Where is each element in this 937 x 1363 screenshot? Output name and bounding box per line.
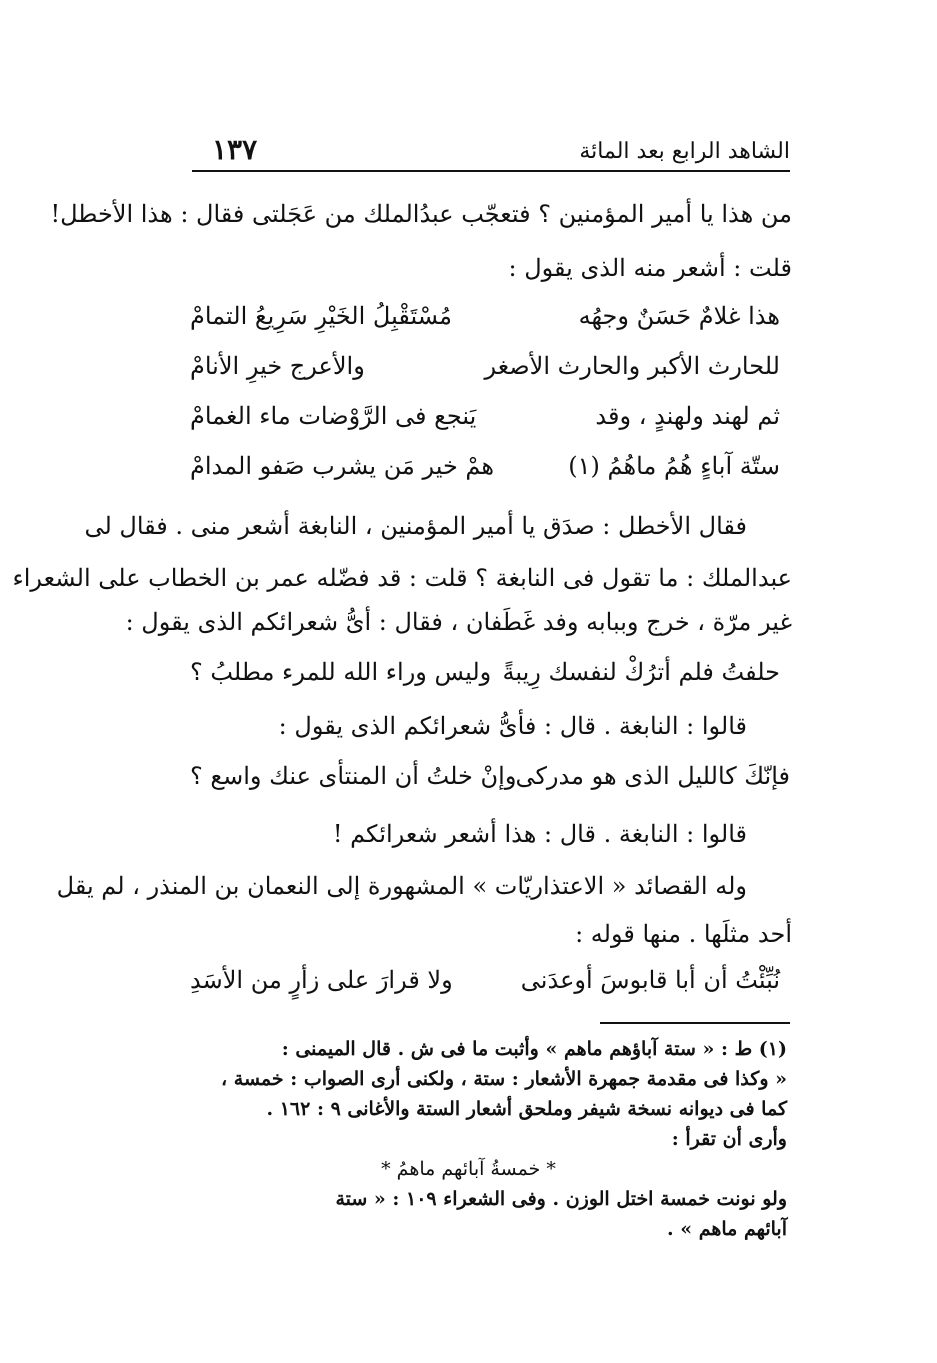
page-number: ١٣٧ xyxy=(212,133,258,166)
verse-hemistich: فإنّكَ كالليل الذى هو مدركى xyxy=(515,762,790,790)
verse-line xyxy=(190,966,780,1002)
verse-hemistich: ثم لهند ولهندٍ ، وقد xyxy=(595,402,780,430)
paragraph-line: فقال الأخطل : صدَق يا أمير المؤمنين ، النابغة أشعر منى . فقال لى xyxy=(84,512,747,540)
paragraph-line: غير مرّة ، خرج وببابه وفد غَطَفان ، فقال : أىُّ شعرائكم الذى يقول : xyxy=(125,608,792,636)
verse-line xyxy=(190,352,780,388)
footnote-line: وأرى أن تقرأ : xyxy=(671,1128,787,1150)
verse-hemistich: للحارث الأكبر والحارث الأصغر xyxy=(484,352,780,380)
verse-hemistich: وليس وراء الله للمرء مطلبُ ؟ xyxy=(190,658,492,686)
footnote-line: كما فى ديوانه نسخة شيفر وملحق أشعار الستة والأغانى ٩ : ١٦٢ . xyxy=(266,1098,787,1120)
verse-hemistich: مُسْتَقْبِلُ الخَيْرِ سَرِيعُ التمامْ xyxy=(190,302,452,330)
paragraph-line: قالوا : النابغة . قال : فأىُّ شعرائكم الذى يقول : xyxy=(278,712,747,740)
footnote-separator xyxy=(600,1022,790,1024)
paragraph-line: أحد مثلَها . منها قوله : xyxy=(575,920,792,948)
verse-hemistich: يَنجع فى الرَّوْضات ماء الغمامْ xyxy=(190,402,477,430)
running-head xyxy=(192,126,790,172)
verse-hemistich: ولا قرارَ على زأرٍ من الأسَدِ xyxy=(190,966,453,994)
verse-hemistich: وإنْ خلتُ أن المنتأى عنك واسع ؟ xyxy=(190,762,517,790)
verse-line xyxy=(190,658,780,694)
verse-line xyxy=(190,402,780,438)
verse-hemistich: ستّة آباءٍ هُمُ ماهُمُ (١) xyxy=(568,452,780,480)
footnote-verse: * خمسةُ آبائهم ماهمُ * xyxy=(381,1158,556,1180)
verse-hemistich: نُبِّئْتُ أن أبا قابوسَ أوعدَنى xyxy=(520,966,780,994)
paragraph-line: وله القصائد « الاعتذاريّات » المشهورة إلى النعمان بن المنذر ، لم يقل xyxy=(56,872,747,900)
footnote-line: آبائهم ماهم » . xyxy=(666,1218,787,1240)
paragraph-line: قالوا : النابغة . قال : هذا أشعر شعرائكم ! xyxy=(332,820,747,848)
footnote-line: « وكذا فى مقدمة جمهرة الأشعار : ستة ، ولكنى أرى الصواب : خمسة ، xyxy=(221,1068,787,1090)
verse-line xyxy=(190,762,790,798)
verse-hemistich: حلفتُ فلم أترُكْ لنفسك رِيبةً xyxy=(502,658,780,686)
paragraph-line: قلت : أشعر منه الذى يقول : xyxy=(508,254,792,282)
footnote-line: ولو نونت خمسة اختل الوزن . وفى الشعراء ١٠٩ : « ستة xyxy=(335,1188,787,1210)
running-title: الشاهد الرابع بعد المائة xyxy=(579,139,790,164)
verse-line xyxy=(190,452,780,488)
verse-line xyxy=(190,302,780,338)
verse-hemistich: والأعرج خيرِ الأنامْ xyxy=(190,352,365,380)
verse-hemistich: هذا غلامٌ حَسَنٌ وجهُه xyxy=(578,302,780,330)
footnote-line: (١) ط : « ستة آباؤهم ماهم » وأثبت ما فى ش . قال الميمنى : xyxy=(281,1038,787,1060)
paragraph-line: عبدالملك : ما تقول فى النابغة ؟ قلت : قد فضّله عمر بن الخطاب على الشعراء xyxy=(12,564,792,592)
paragraph-line: من هذا يا أمير المؤمنين ؟ فتعجّب عبدُالملك من عَجَلتى فقال : هذا الأخطل! xyxy=(50,200,792,228)
verse-hemistich: همْ خير مَن يشرب صَفو المدامْ xyxy=(190,452,495,480)
